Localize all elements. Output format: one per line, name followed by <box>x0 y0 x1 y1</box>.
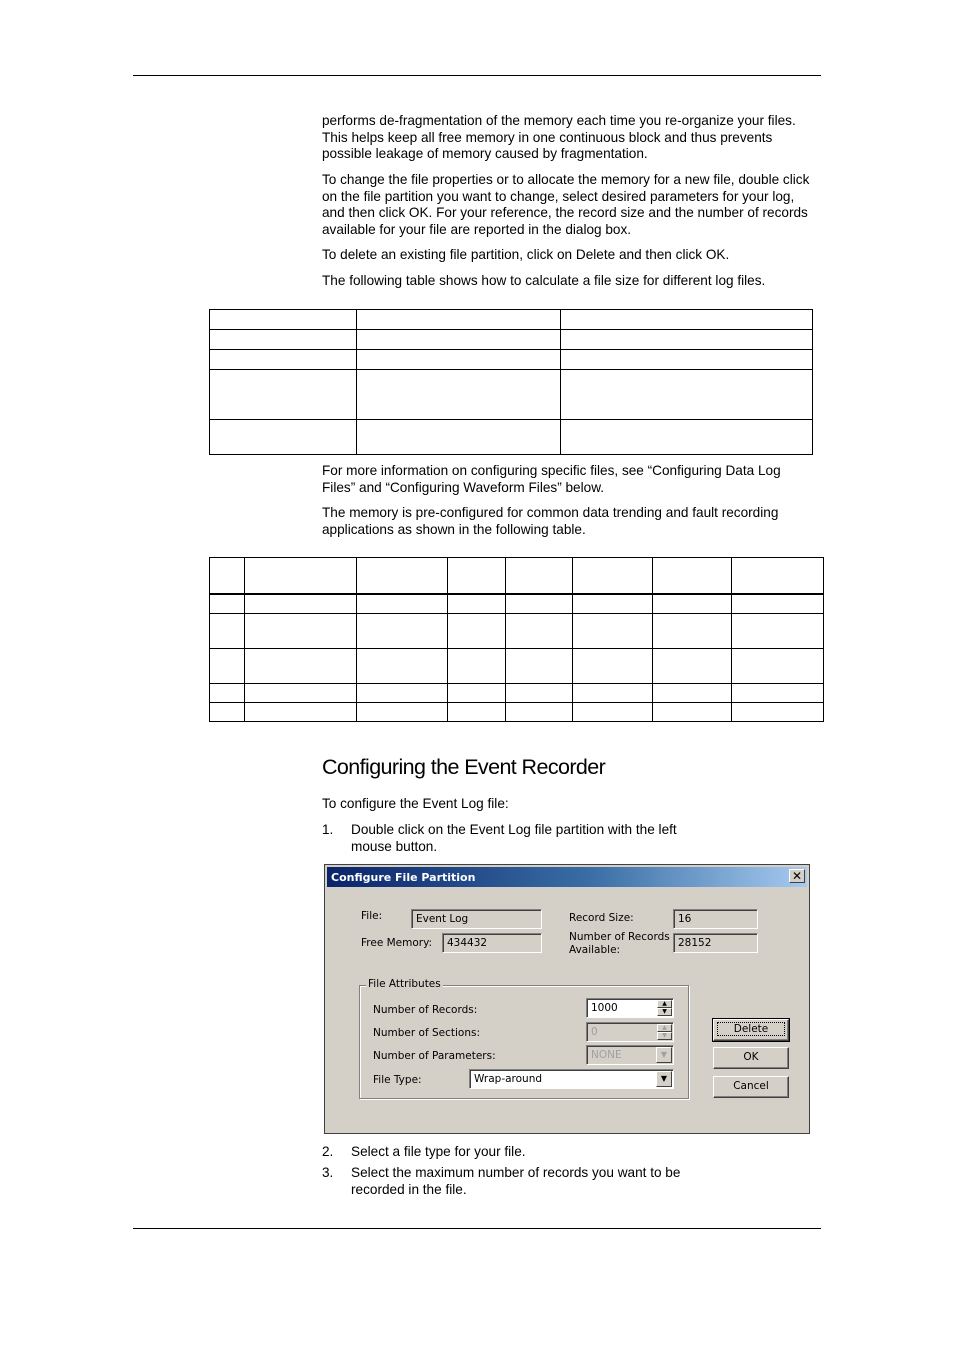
num-parameters-label: Number of Parameters: <box>373 1050 496 1062</box>
table-cell <box>245 558 357 594</box>
num-records-spinner[interactable] <box>657 1000 672 1016</box>
num-parameters-select[interactable] <box>586 1045 674 1065</box>
num-records-label: Number of Records: <box>373 1004 478 1016</box>
table-cell <box>357 310 561 330</box>
table-cell <box>448 649 506 684</box>
close-icon: ✕ <box>791 869 803 883</box>
step-text: Double click on the Event Log file partition with the left mouse button. <box>351 822 677 854</box>
step-text: Select the maximum number of records you want to be recorded in the file. <box>351 1165 681 1197</box>
step-1 <box>322 822 722 855</box>
table-cell <box>506 703 573 722</box>
step-text: Select a file type for your file. <box>351 1144 526 1159</box>
table-cell <box>653 614 732 649</box>
records-available-label: Number of Records <box>569 931 670 943</box>
chevron-down-icon[interactable]: ▼ <box>656 1047 672 1063</box>
free-memory-label: Free Memory: <box>361 937 433 949</box>
file-type-select[interactable] <box>469 1069 674 1089</box>
table-cell <box>732 594 824 614</box>
num-sections-stepper[interactable] <box>586 1022 674 1042</box>
table-cell <box>210 330 357 350</box>
table-cell <box>732 558 824 594</box>
table-cell <box>573 703 653 722</box>
table-cell <box>210 420 357 455</box>
num-records-stepper[interactable] <box>586 998 674 1018</box>
table-cell <box>357 703 448 722</box>
file-field: Event Log <box>411 909 542 929</box>
header-rule <box>133 75 821 76</box>
table-cell <box>561 310 813 330</box>
table-cell <box>653 594 732 614</box>
footer-rule <box>133 1228 821 1229</box>
records-available-field: 28152 <box>673 933 758 953</box>
table-cell <box>357 649 448 684</box>
table-cell <box>210 684 245 703</box>
table-cell <box>653 684 732 703</box>
table-cell <box>561 370 813 420</box>
table-cell <box>732 649 824 684</box>
table-cell <box>653 703 732 722</box>
delete-button[interactable] <box>713 1019 789 1041</box>
record-size-label: Record Size: <box>569 912 634 924</box>
ok-button[interactable]: OK <box>713 1047 789 1069</box>
spin-down-icon[interactable]: ▼ <box>657 1032 672 1040</box>
table-cell <box>653 649 732 684</box>
table-cell <box>573 649 653 684</box>
table-cell <box>245 649 357 684</box>
table-cell <box>210 649 245 684</box>
close-button[interactable] <box>789 869 805 883</box>
table-cell <box>245 614 357 649</box>
file-type-label: File Type: <box>373 1074 422 1086</box>
table-cell <box>448 614 506 649</box>
record-size-field: 16 <box>673 909 758 929</box>
paragraph-configure-intro: To configure the Event Log file: <box>322 796 509 811</box>
step-3 <box>322 1165 722 1198</box>
paragraph-preconfigured: The memory is pre-configured for common data trending and fault recording applications as shown in the following table. <box>322 505 779 537</box>
table-cell <box>357 614 448 649</box>
table-cell <box>561 420 813 455</box>
step-number: 2. <box>322 1144 334 1159</box>
paragraph-change-properties: To change the file properties or to allocate the memory for a new file, double click on the file partition you want to change, select desired parameters for your log, and then click OK. For your reference, the record size and the number of records available for your file are reported in the dialog box. <box>322 172 810 237</box>
table-cell <box>210 594 245 614</box>
step-number: 3. <box>322 1165 334 1180</box>
table-cell <box>210 370 357 420</box>
num-parameters-value: NONE <box>591 1049 622 1061</box>
table-cell <box>506 649 573 684</box>
spin-up-icon[interactable]: ▲ <box>657 1024 672 1032</box>
num-sections-label: Number of Sections: <box>373 1027 480 1039</box>
num-records-value: 1000 <box>591 1002 618 1014</box>
table-cell <box>506 684 573 703</box>
step-2 <box>322 1144 722 1161</box>
cancel-button[interactable]: Cancel <box>713 1076 789 1098</box>
table-cell <box>573 558 653 594</box>
file-label: File: <box>361 910 383 922</box>
table-cell <box>653 558 732 594</box>
table-cell <box>506 594 573 614</box>
delete-button-label: Delete <box>717 1022 786 1036</box>
chevron-down-icon[interactable]: ▼ <box>656 1071 672 1087</box>
table-cell <box>210 558 245 594</box>
table-cell <box>245 684 357 703</box>
paragraph-delete: To delete an existing file partition, click on Delete and then click OK. <box>322 247 730 262</box>
table-cell <box>210 614 245 649</box>
table-cell <box>245 703 357 722</box>
num-sections-value: 0 <box>591 1026 598 1038</box>
file-attributes-group <box>359 978 689 1099</box>
table-cell <box>210 350 357 370</box>
paragraph-more-info: For more information on configuring specific files, see “Configuring Data Log Files” and “Configuring Waveform Files” below. <box>322 463 781 495</box>
file-type-value: Wrap-around <box>474 1073 543 1085</box>
table-cell <box>506 614 573 649</box>
table-cell <box>561 330 813 350</box>
table-cell <box>357 558 448 594</box>
table-cell <box>561 350 813 370</box>
paragraph-table-intro: The following table shows how to calculate a file size for different log files. <box>322 273 766 288</box>
table-cell <box>245 594 357 614</box>
table-cell <box>448 703 506 722</box>
table-cell <box>448 684 506 703</box>
step-number: 1. <box>322 822 334 837</box>
num-sections-spinner[interactable] <box>657 1024 672 1040</box>
table-cell <box>357 330 561 350</box>
records-available-label-2: Available: <box>569 944 621 956</box>
table-cell <box>210 703 245 722</box>
configure-file-partition-dialog <box>324 864 810 1134</box>
table-cell <box>448 594 506 614</box>
table-cell <box>732 684 824 703</box>
section-heading: Configuring the Event Recorder <box>322 755 606 779</box>
spin-down-icon[interactable]: ▼ <box>657 1008 672 1016</box>
table-cell <box>357 684 448 703</box>
table-cell <box>448 558 506 594</box>
dialog-title: Configure File Partition <box>331 871 476 884</box>
dialog-titlebar <box>327 867 807 887</box>
table-cell <box>357 350 561 370</box>
table-cell <box>357 370 561 420</box>
file-size-table <box>209 309 813 455</box>
table-cell <box>732 614 824 649</box>
table-cell <box>357 420 561 455</box>
table-cell <box>573 684 653 703</box>
table-cell <box>210 310 357 330</box>
memory-preconfig-table <box>209 557 824 722</box>
table-cell <box>357 594 448 614</box>
table-cell <box>506 558 573 594</box>
spin-up-icon[interactable]: ▲ <box>657 1000 672 1008</box>
table-cell <box>573 594 653 614</box>
table-cell <box>732 703 824 722</box>
free-memory-field: 434432 <box>442 933 542 953</box>
table-cell <box>573 614 653 649</box>
paragraph-defragmentation: performs de-fragmentation of the memory each time you re-organize your files. This helps keep all free memory in one continuous block and thus prevents possible leakage of memory caused by fragmentation. <box>322 113 796 162</box>
file-attributes-legend: File Attributes <box>368 978 441 990</box>
